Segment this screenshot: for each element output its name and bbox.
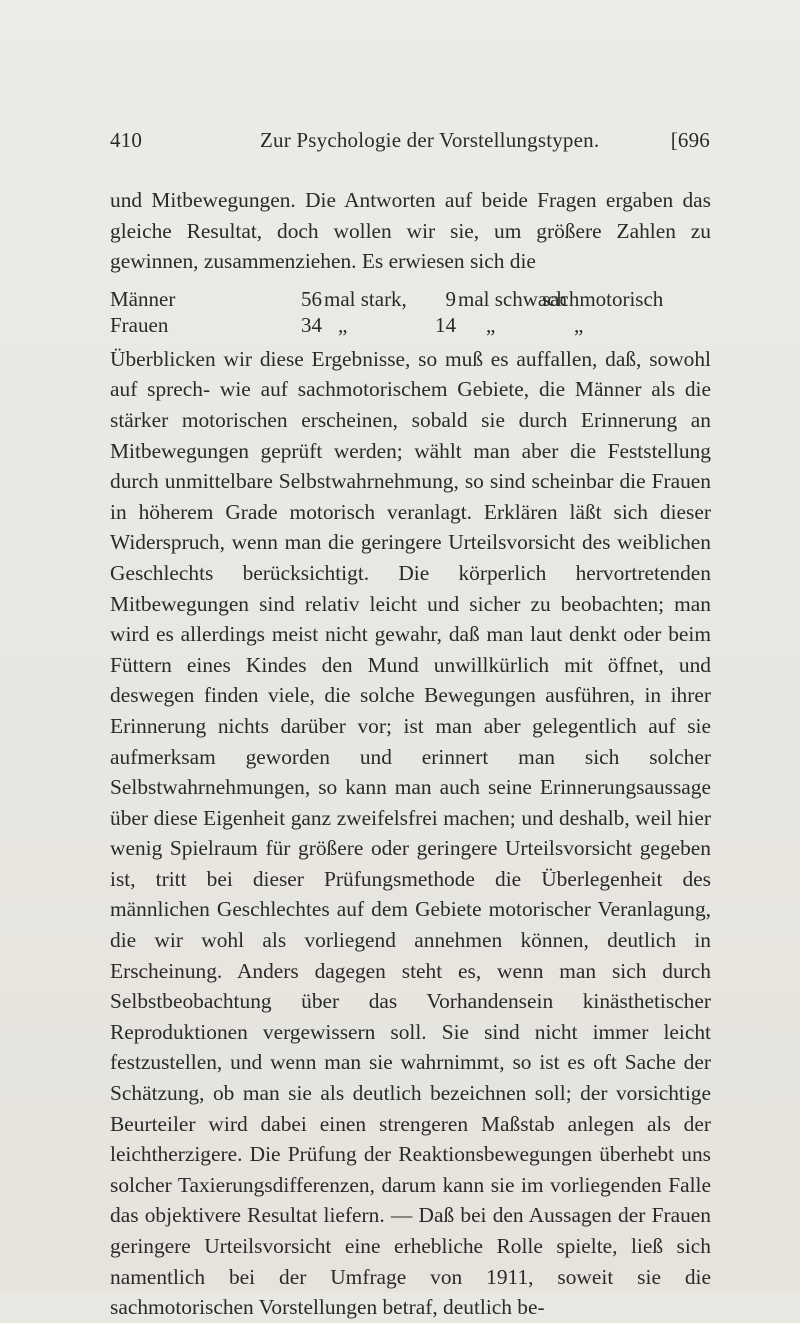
body-text [110,185,711,1323]
row-men-weak-label: mal schwach [458,286,568,311]
page-number: 410 [110,128,143,152]
paragraph-main: Überblicken wir diese Ergebnisse, so muß es auffallen, daß, sowohl auf sprech- wie auf sachmotorischem Gebiete, die Männer als die stärker motorischen erscheinen, sobald sie durch Erinnerung an Mitbewegungen geprüft werden; wählt man aber die Feststellung durch unmittelbare Selbstwahrnehmung, so sind scheinbar die Frauen in höherem Grade motorisch veranlagt. Erklären läßt sich dieser Widerspruch, wenn man die geringere Urteilsvorsicht des weiblichen Geschlechts berücksichtigt. Die körperlich hervortretenden Mitbewegungen sind relativ leicht und sicher zu beobachten; man wird es allerdings meist nicht gewahr, daß man laut denkt oder beim Füttern eines Kindes den Mund unwillkürlich mit öffnet, und deswegen finden viele, die solche Bewegungen ausführen, in ihrer Erinnerung nichts darüber vor; ist man aber gelegentlich auf sie aufmerksam geworden und erinnert man sich solcher Selbstwahrnehmungen, so kann man auch seine Erinnerungsaussage über diese Eigenheit ganz zweifelsfrei machen; und deshalb, weil hier wenig Spielraum für größere oder geringere Urteilsvorsicht gegeben ist, tritt bei dieser Prüfungsmethode die Überlegenheit des männlichen Geschlechtes auf dem Gebiete motorischer Veranlagung, die wir wohl als vorliegend annehmen können, deutlich in Erscheinung. Anders dagegen steht es, wenn man sich durch Selbstbeobachtung über das Vorhandensein kinästhetischer Reproduktionen vergewissern soll. Sie sind nicht immer leicht festzustellen, und wenn man sie wahrnimmt, so ist es oft Sache der Schätzung, ob man sie als deutlich bezeichnen soll; der vorsichtige Beurteiler wird dabei einen strengeren Maßstab anlegen als der leichtherzigere. Die Prüfung der Reaktionsbewegungen überhebt uns solcher Taxierungsdifferenzen, darum kann sie im vorliegenden Falle das objektivere Resultat liefern. — Daß bei den Aussagen der Frauen geringere Urteilsvorsicht eine erhebliche Rolle spielte, ließ sich namentlich bei der Umfrage von 1911, soweit sie die sachmotorischen Vorstellungen betraf, deutlich be- [110,346,711,1320]
row-women-strong-ditto: „ [338,312,348,337]
results-table [110,286,711,338]
paragraph-intro: und Mitbewegungen. Die Antworten auf beide Fragen ergaben das gleiche Resultat, doch wollen wir sie, um größere Zahlen zu gewinnen, zusammenziehen. Es erwiesen sich die [110,188,711,274]
row-men-strong-label: mal stark, [324,286,407,311]
row-men-weak-count: 9 [445,286,456,311]
row-women-weak-count: 14 [435,312,456,337]
row-women-strong-count: 34 [301,312,322,337]
row-women-weak-ditto: „ [486,312,496,337]
row-men-tail: sachmotorisch [542,286,664,311]
running-header [110,128,710,164]
row-men-strong-count: 56 [301,286,322,311]
row-women-tail-ditto: „ [574,312,584,337]
row-men-group: Männer [110,286,176,311]
original-page-ref: [696 [670,128,710,152]
row-women-group: Frauen [110,312,169,337]
running-title: Zur Psychologie der Vorstellungstypen. [260,128,600,152]
